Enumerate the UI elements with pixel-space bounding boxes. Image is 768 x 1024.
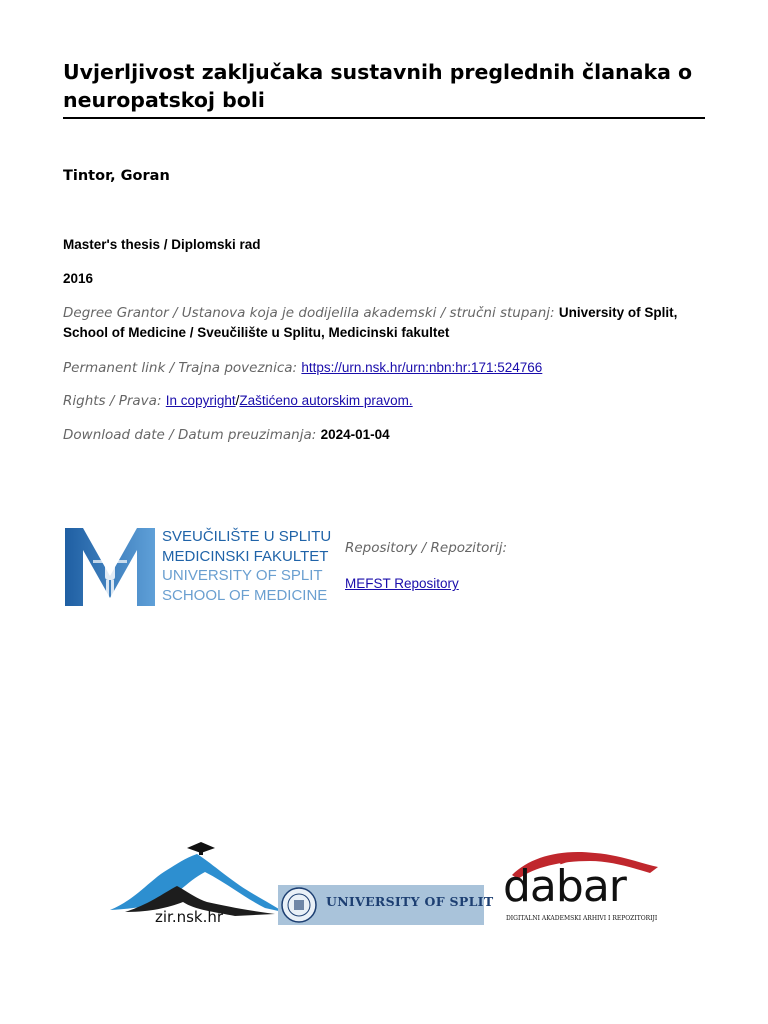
university-of-split-text: UNIVERSITY OF SPLIT [326,894,494,909]
in-copyright-link[interactable]: In copyright [165,393,236,408]
publication-year: 2016 [63,271,94,286]
author-name: Tintor, Goran [63,168,170,184]
download-date-row [63,425,390,445]
logo-line-3: UNIVERSITY OF SPLIT [162,567,323,584]
logo-line-2: MEDICINSKI FAKULTET [162,547,329,565]
rights-row [63,391,413,411]
logo-line-1: SVEUČILIŠTE U SPLITU [162,528,332,545]
download-date-value: 2024-01-04 [320,427,390,442]
degree-grantor-label: Degree Grantor / Ustanova koja je dodijelila akademski / stručni stupanj: [63,305,555,321]
work-type: Master's thesis / Diplomski rad [63,237,261,252]
dabar-logo-text: dabar [503,861,626,912]
copyright-hr-link[interactable]: Zaštićeno autorskim pravom. [239,393,413,408]
download-date-label: Download date / Datum preuzimanja: [63,427,317,443]
degree-grantor-value: University of Split, School of Medicine / Sveučilište u Splitu, Medicinski fakultet [63,305,678,340]
repository-link[interactable]: MEFST Repository [345,576,459,591]
document-title: Uvjerljivost zaključaka sustavnih preglednih članaka o neuropatskoj boli [63,60,693,112]
repository-label: Repository / Repozitorij: [345,540,508,556]
title-divider [63,117,705,119]
zir-logo-text: zir.nsk.hr [155,908,224,926]
permanent-link[interactable]: https://urn.nsk.hr/urn:nbn:hr:171:524766 [301,360,543,375]
rights-label: Rights / Prava: [63,393,162,409]
rights-separator: / [235,393,240,408]
permanent-link-label: Permanent link / Trajna poveznica: [63,360,298,376]
logo-line-4: SCHOOL OF MEDICINE [162,586,328,604]
degree-grantor [63,303,703,343]
mefst-logo-text [162,527,331,605]
university-seal-icon [280,886,318,924]
dabar-logo-subtitle: DIGITALNI AKADEMSKI ARHIVI I REPOZITORIJI [506,915,658,922]
permanent-link-row [63,358,542,378]
